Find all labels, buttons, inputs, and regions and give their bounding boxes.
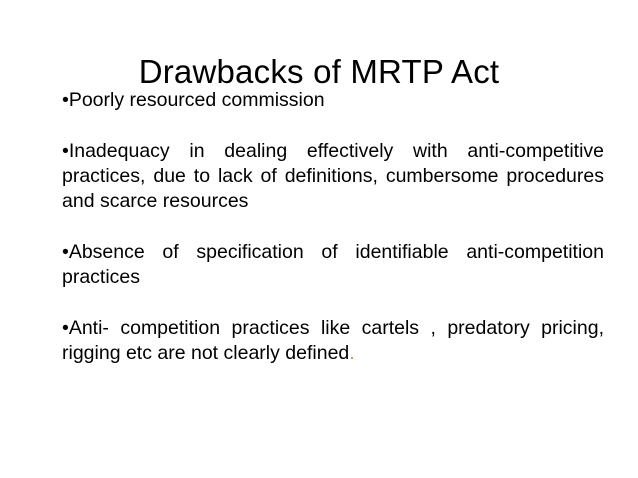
bullet-item [62,139,604,214]
bullet-text: •Absence of specification of identifiable anti-competition practices [62,241,604,288]
bullet-item [62,316,604,366]
bullet-text: •Inadequacy in dealing effectively with anti-competitive practices, due to lack of definitions, cumbersome procedures and scarce resources [62,140,604,212]
bullet-item [62,88,604,113]
trailing-period: . [349,342,355,364]
bullet-text: •Anti- competition practices like cartels , predatory pricing, rigging etc are not clearly defined [62,317,604,364]
slide-title: Drawbacks of MRTP Act [138,53,500,91]
bullet-list [62,88,604,366]
bullet-item [62,240,604,290]
bullet-text: •Poorly resourced commission [62,89,325,111]
